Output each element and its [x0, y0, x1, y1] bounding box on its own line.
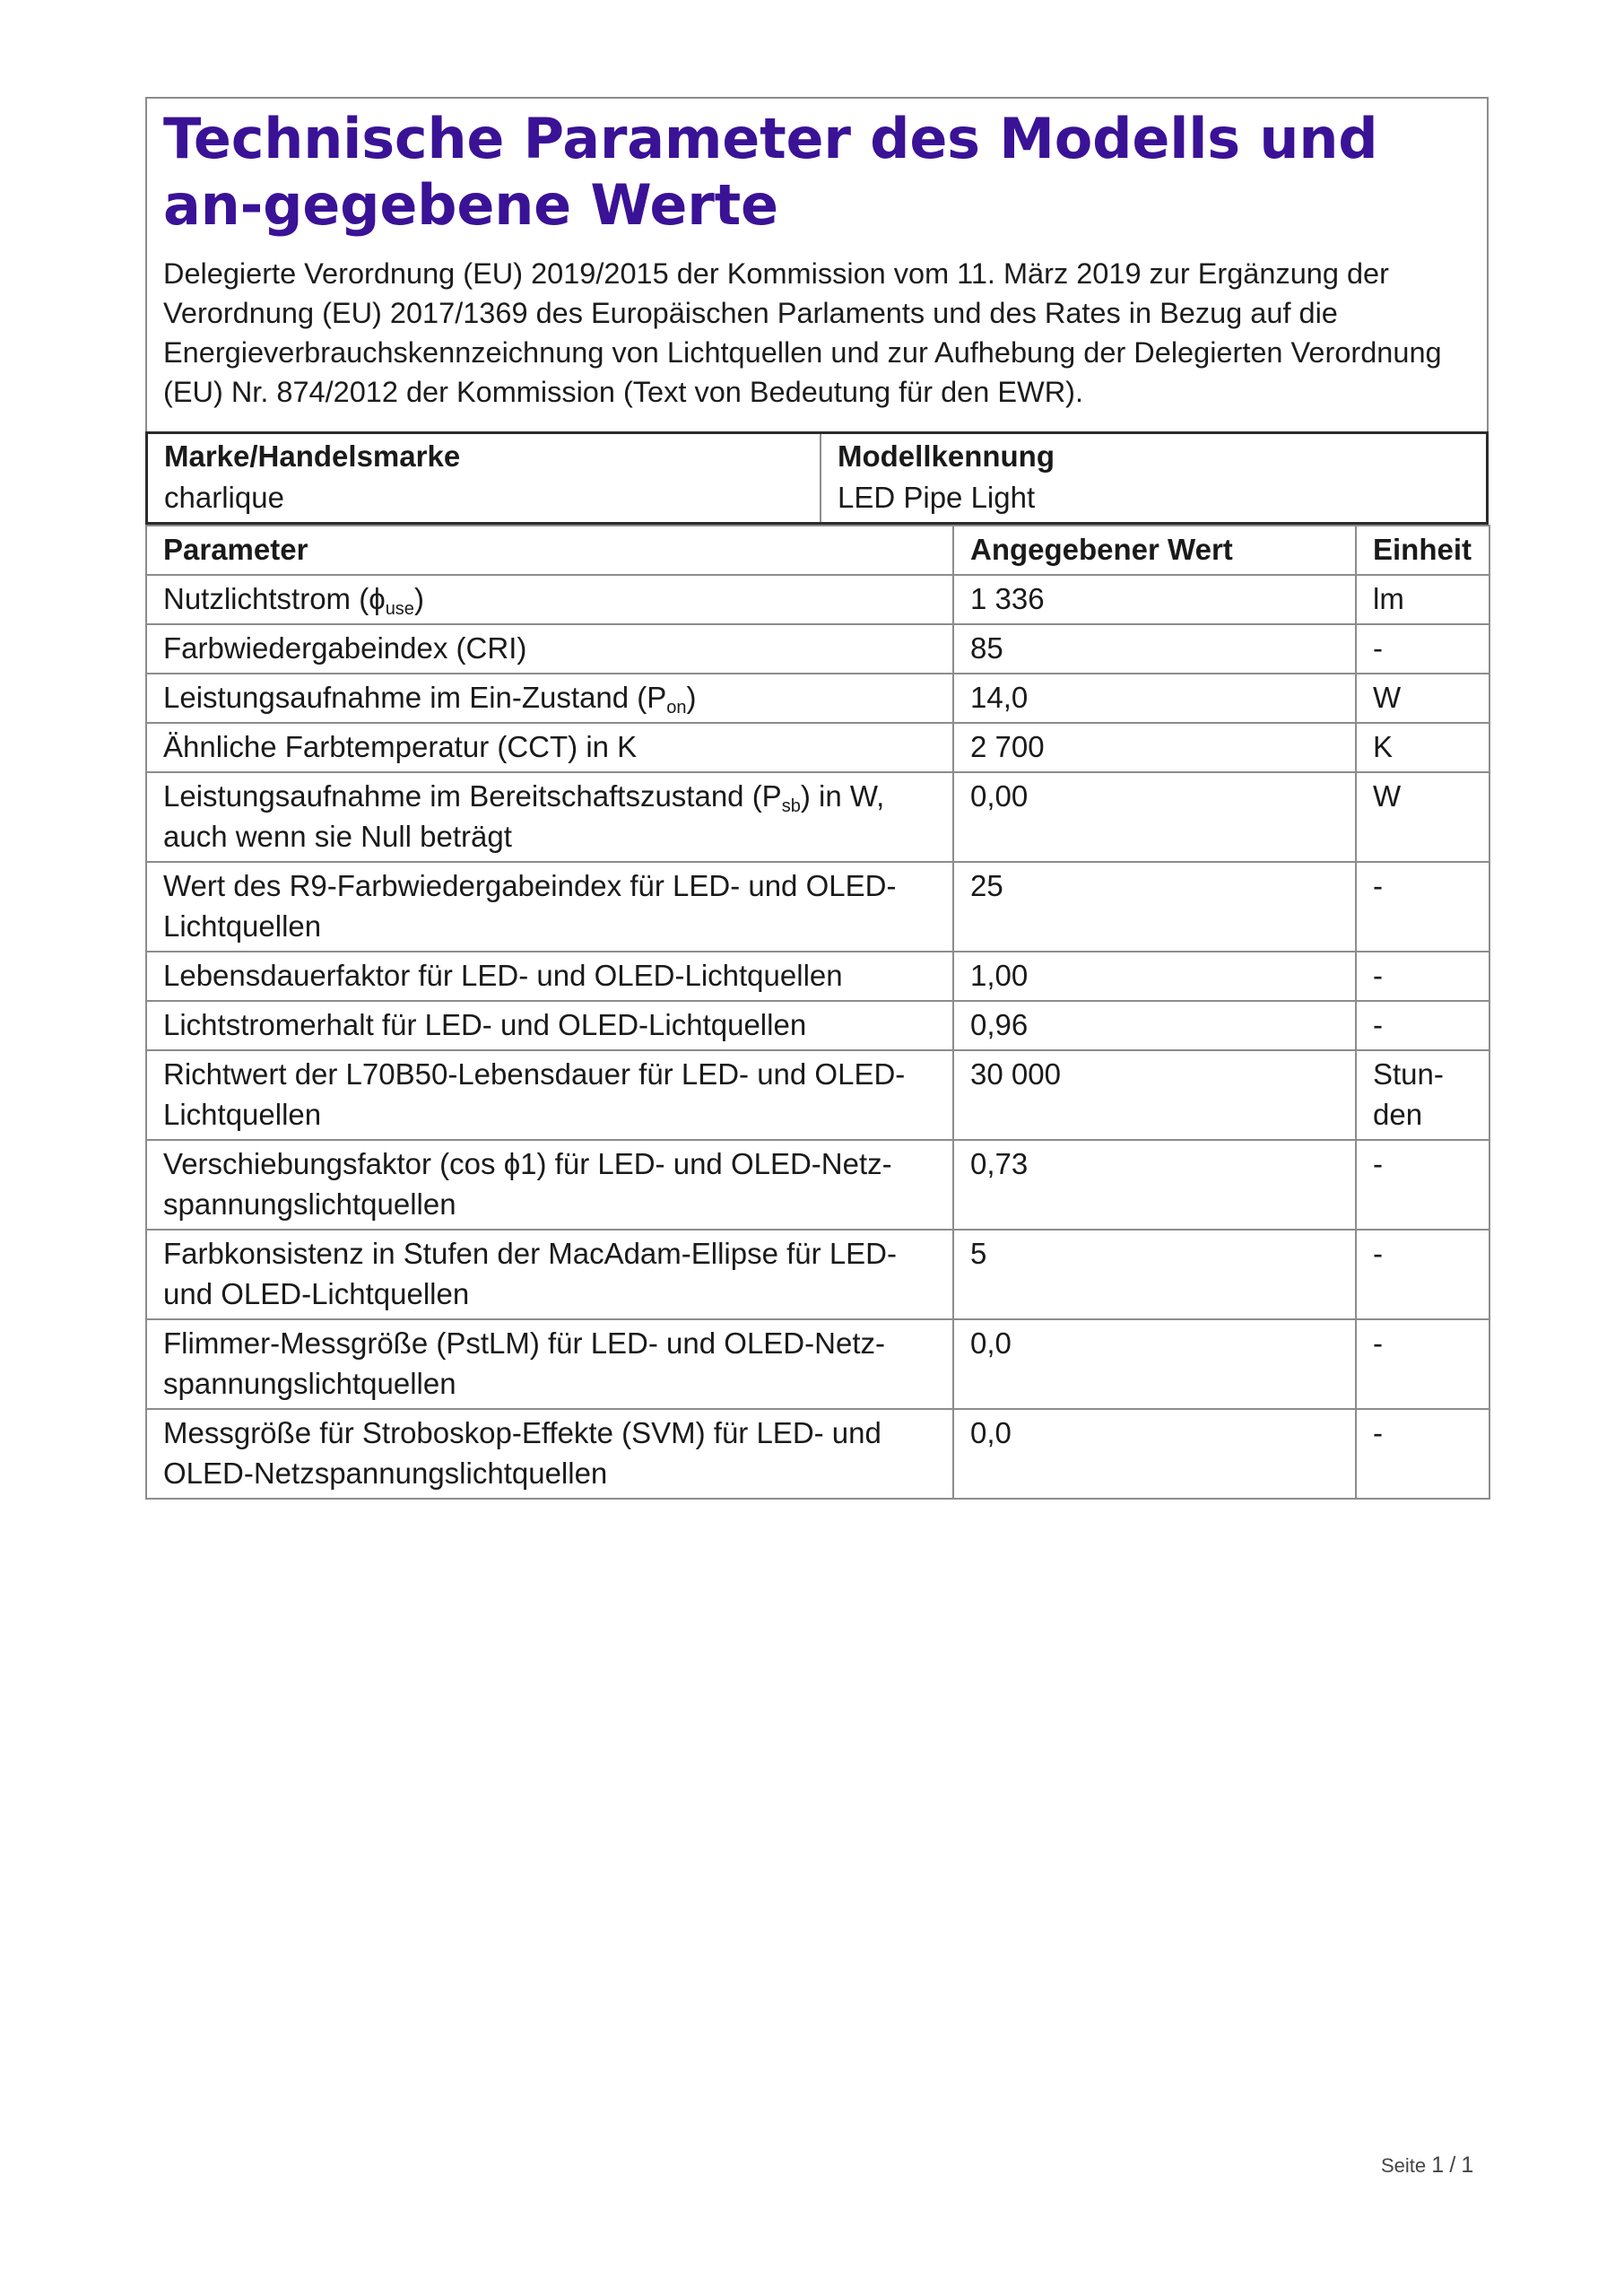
table-row [146, 723, 1489, 772]
unit-cell: - [1356, 862, 1489, 952]
table-row [146, 862, 1489, 952]
parameter-text: Ähnliche Farbtemperatur (CCT) in K [163, 729, 638, 763]
model-label: Modellkennung [838, 439, 1055, 473]
parameter-cell [146, 1140, 953, 1230]
value-cell: 25 [953, 862, 1356, 952]
parameter-text: Verschiebungsfaktor (cos ϕ1) für LED- und OLED-Netz-spannungslichtquellen [163, 1146, 892, 1221]
parameter-text: Farbkonsistenz in Stufen der MacAdam-Ellipse für LED- und OLED-Lichtquellen [163, 1236, 898, 1310]
parameter-cell [146, 772, 953, 862]
value-cell: 5 [953, 1230, 1356, 1319]
unit-cell: Stun-den [1356, 1050, 1489, 1140]
unit-cell: - [1356, 1230, 1489, 1319]
parameter-text: Messgröße für Stroboskop-Effekte (SVM) für LED- und OLED-Netzspannungslichtquellen [163, 1415, 881, 1490]
model-cell [820, 434, 1491, 522]
parameter-cell [146, 1001, 953, 1050]
parameter-cell [146, 624, 953, 674]
unit-cell: W [1356, 772, 1489, 862]
parameter-text: Richtwert der L70B50-Lebensdauer für LED- und OLED-Lichtquellen [163, 1057, 906, 1131]
parameter-text: Flimmer-Messgröße (PstLM) für LED- und OLED-Netz-spannungslichtquellen [163, 1326, 885, 1400]
value-cell: 0,0 [953, 1409, 1356, 1499]
table-row [146, 1319, 1489, 1409]
value-cell: 0,73 [953, 1140, 1356, 1230]
parameter-cell [146, 952, 953, 1001]
parameter-text-end: ) [686, 680, 697, 714]
unit-cell: - [1356, 1001, 1489, 1050]
parameter-cell [146, 674, 953, 723]
datasheet [145, 97, 1489, 1500]
parameter-text: Wert des R9-Farbwiedergabeindex für LED- und OLED-Lichtquellen [163, 868, 897, 943]
table-row [146, 952, 1489, 1001]
brand-value: charlique [164, 480, 284, 514]
table-row [146, 1409, 1489, 1499]
parameter-text-end: ) in W, auch wenn sie Null beträgt [163, 778, 885, 853]
parameter-cell [146, 1050, 953, 1140]
parameter-cell [146, 723, 953, 772]
unit-cell: W [1356, 674, 1489, 723]
parameter-text: Nutzlichtstrom (ϕ [163, 581, 386, 615]
page-separator: / [1449, 2152, 1456, 2178]
table-row [146, 674, 1489, 723]
table-row [146, 1001, 1489, 1050]
table-row [146, 1140, 1489, 1230]
page-current: 1 [1431, 2152, 1445, 2178]
unit-cell: - [1356, 1409, 1489, 1499]
table-row [146, 1230, 1489, 1319]
parameter-text-end: ) [413, 581, 424, 615]
value-cell: 14,0 [953, 674, 1356, 723]
unit-cell: - [1356, 1319, 1489, 1409]
table-row [146, 772, 1489, 862]
parameter-cell [146, 575, 953, 624]
value-cell: 1 336 [953, 575, 1356, 624]
page-total: 1 [1461, 2152, 1474, 2178]
brand-label: Marke/Handelsmarke [164, 439, 461, 473]
parameter-cell [146, 1230, 953, 1319]
value-cell: 0,96 [953, 1001, 1356, 1050]
parameter-text: Lichtstromerhalt für LED- und OLED-Lichtquellen [163, 1007, 807, 1041]
parameter-subscript: use [385, 598, 414, 619]
value-cell: 0,0 [953, 1319, 1356, 1409]
model-value: LED Pipe Light [838, 480, 1036, 514]
unit-cell: K [1356, 723, 1489, 772]
page-title: Technische Parameter des Modells und an-gegebene Werte [163, 106, 1378, 239]
table-row [146, 624, 1489, 674]
brand-model-table [145, 431, 1489, 525]
unit-cell: lm [1356, 575, 1489, 624]
parameter-table [145, 525, 1490, 1500]
page-label: Seite [1381, 2154, 1427, 2177]
parameter-cell [146, 1319, 953, 1409]
header-parameter: Parameter [146, 526, 953, 575]
value-cell: 30 000 [953, 1050, 1356, 1140]
unit-cell: - [1356, 1140, 1489, 1230]
value-cell: 0,00 [953, 772, 1356, 862]
regulation-subtitle: Delegierte Verordnung (EU) 2019/2015 der Kommission vom 11. März 2019 zur Ergänzung der Verordnung (EU) 2017/1369 des Europäischen Parlaments und des Rates in Bezug auf die Energieverbrauchskennzeichnung von Lichtquellen und zur Aufhebung der Delegierten Verordnung (EU) Nr. 874/2012 der Kommission (Text von Bedeutung für den EWR). [163, 257, 1442, 408]
parameter-cell [146, 1409, 953, 1499]
parameter-subscript: on [666, 697, 687, 718]
parameter-subscript: sb [781, 796, 801, 816]
unit-cell: - [1356, 624, 1489, 674]
parameter-text: Leistungsaufnahme im Ein-Zustand (P [163, 680, 667, 714]
header-value: Angegebener Wert [953, 526, 1356, 575]
parameter-text: Lebensdauerfaktor für LED- und OLED-Lichtquellen [163, 958, 843, 992]
parameter-text: Leistungsaufnahme im Bereitschaftszustand (P [163, 778, 782, 813]
brand-cell [148, 434, 820, 522]
table-row [146, 1050, 1489, 1140]
value-cell: 2 700 [953, 723, 1356, 772]
table-row [146, 575, 1489, 624]
parameter-cell [146, 862, 953, 952]
table-header-row [146, 526, 1489, 575]
value-cell: 85 [953, 624, 1356, 674]
header-box [145, 97, 1489, 431]
unit-cell: - [1356, 952, 1489, 1001]
parameter-text: Farbwiedergabeindex (CRI) [163, 631, 527, 665]
page-footer [1381, 2152, 1473, 2179]
value-cell: 1,00 [953, 952, 1356, 1001]
header-unit: Einheit [1356, 526, 1489, 575]
